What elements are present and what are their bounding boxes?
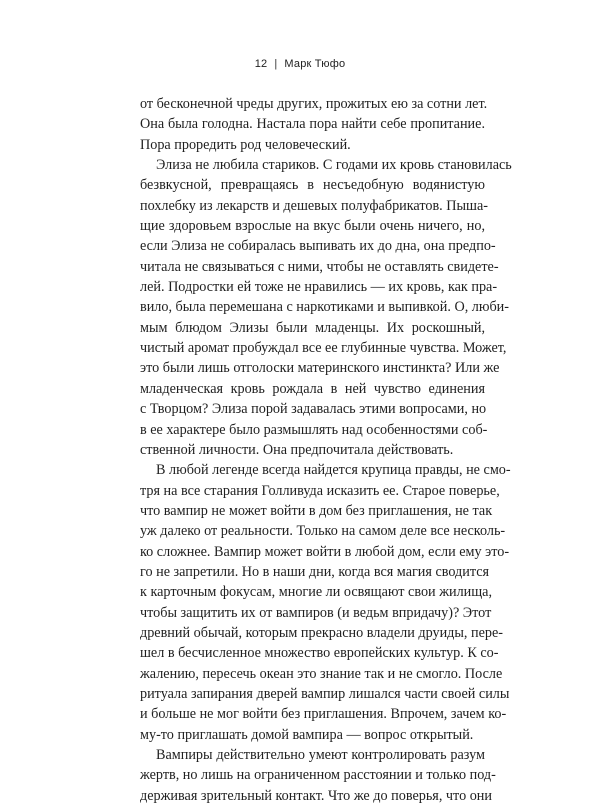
text-line: В любой легенде всегда найдется крупица правды, не смо- — [156, 462, 511, 479]
text-line: древний обычай, которым прекрасно владели друиды, пере- — [140, 624, 504, 641]
page-number: 12 — [254, 58, 268, 70]
text-line: от бесконечной чреды других, прожитых ею за сотни лет. — [140, 96, 488, 112]
body-text — [140, 94, 512, 806]
text-line: с Творцом? Элиза порой задавалась этими вопросами, но — [140, 401, 487, 418]
text-line: Вампиры действительно умеют контролировать разум — [156, 747, 485, 763]
text-line: жалению, пересечь океан это знание так и не смогло. После — [140, 665, 503, 682]
text-line: вило, была перемешана с наркотиками и выпивкой. О, люби- — [140, 299, 509, 316]
text-line: младенческая кровь рождала в ней чувство единения — [140, 380, 485, 397]
running-header — [0, 58, 600, 70]
text-line: Она была голодна. Настала пора найти себе пропитание. — [140, 116, 485, 133]
text-line: уж далеко от реальности. Только на самом деле все несколь- — [140, 523, 506, 540]
text-line: тря на все старания Голливуда исказить ее. Старое поверье, — [140, 482, 500, 499]
text-line: ритуала запирания дверей вампир лишался части своей силы — [140, 685, 510, 702]
text-line: Элиза не любила стариков. С годами их кровь становилась — [156, 157, 512, 174]
text-line: к карточным фокусам, многие ли освящают свои жилища, — [140, 584, 493, 601]
text-line: если Элиза не собиралась выпивать их до дна, она предпо- — [140, 238, 496, 255]
text-line: го не запретили. Но в наши дни, когда вся магия сводится — [140, 563, 490, 580]
text-line: мым блюдом Элизы были младенцы. Их роскошный, — [140, 319, 485, 336]
text-line: щие здоровьем взрослые на вкус были очень ничего, но, — [140, 218, 485, 235]
text-line: жертв, но лишь на ограниченном расстоянии и только под- — [140, 767, 496, 784]
text-line: чистый аромат пробуждал все ее глубинные чувства. Может, — [140, 340, 507, 357]
text-line: Пора проредить род человеческий. — [140, 136, 351, 153]
text-line: безвкусной, превращаясь в несъедобную водянистую — [140, 177, 485, 194]
text-line: держивая зрительный контакт. Что же до поверья, что они — [140, 787, 492, 804]
text-line: ко сложнее. Вампир может войти в любой дом, если ему это- — [140, 543, 510, 560]
text-line: в ее характере было размышлять над особенностями соб- — [140, 421, 488, 438]
header-separator: | — [274, 58, 278, 70]
text-line: читала не связываться с ними, чтобы не оставлять свидете- — [140, 258, 499, 275]
text-line: ственной личности. Она предпочитала действовать. — [140, 441, 454, 458]
text-line: это были лишь отголоски материнского инстинкта? Или же — [140, 360, 500, 377]
text-line: чтобы защитить их от вампиров (и ведьм впридачу)? Этот — [140, 604, 492, 621]
text-line: и больше не мог войти без приглашения. Впрочем, зачем ко- — [140, 706, 507, 723]
running-head-author: Марк Тюфо — [284, 58, 346, 70]
text-line: му-то приглашать домой вампира — вопрос открытый. — [140, 726, 474, 743]
text-line: шел в бесчисленное множество европейских культур. К со- — [140, 645, 499, 662]
text-line: похлебку из лекарств и дешевых полуфабрикатов. Пыша- — [140, 197, 488, 214]
text-line: что вампир не может войти в дом без приглашения, не так — [140, 502, 493, 519]
text-line: лей. Подростки ей тоже не нравились — их кровь, как пра- — [140, 279, 498, 296]
